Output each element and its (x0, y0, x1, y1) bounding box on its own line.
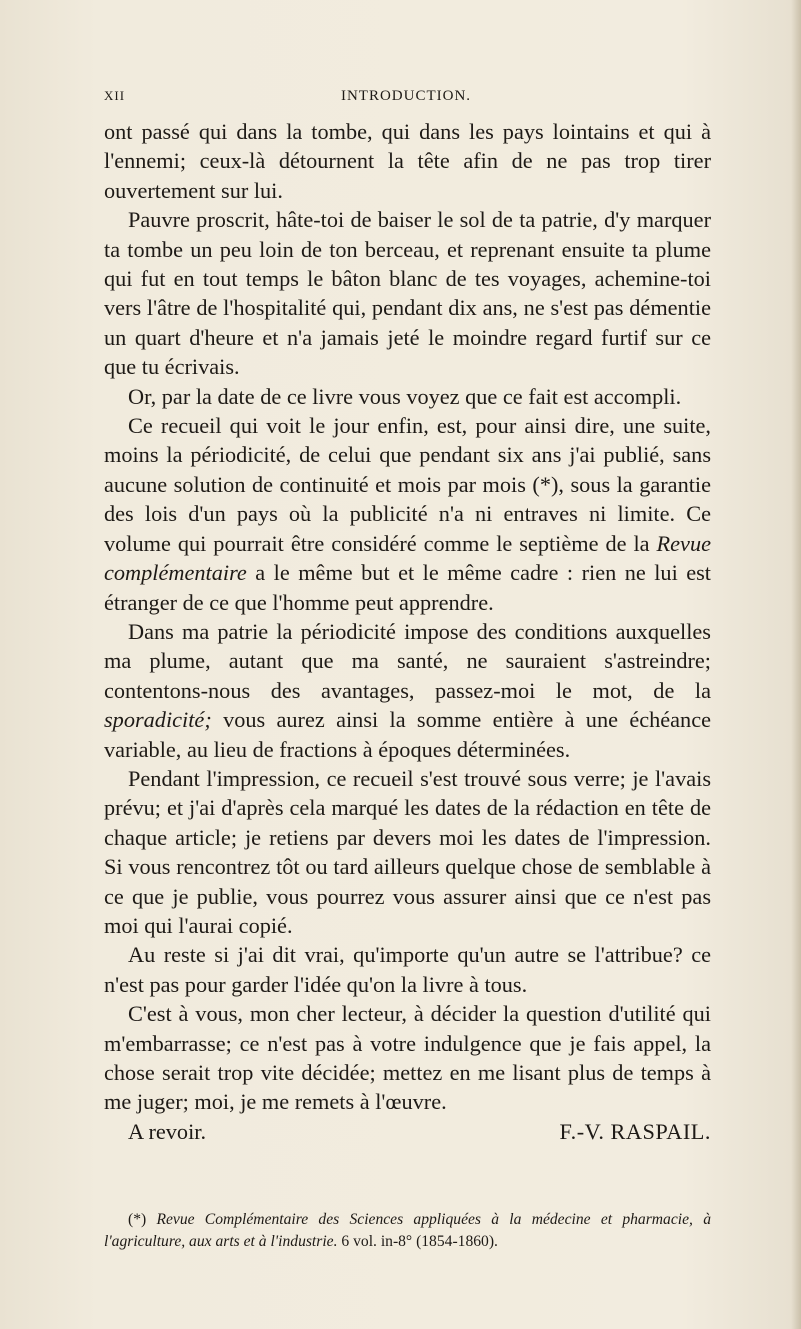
paragraph-4-text-a: Ce recueil qui voit le jour enfin, est, pour ainsi dire, une suite, moins la périodicité, de celui que pendant six ans j'ai publié, sans aucune solution de continuité et mois par mois (*), sous la garantie des lois d'un pays où la publicité n'a ni entraves ni limite. Ce volume qui pourrait être considéré comme le septième de la (104, 413, 711, 556)
paragraph-5-text-a: Dans ma patrie la périodicité impose des conditions auxquelles ma plume, autant que ma santé, ne sauraient s'astreindre; contentons-nous des avantages, passez-moi le mot, de la (104, 618, 711, 703)
signature: F.-V. RASPAIL. (559, 1118, 711, 1144)
paragraph-7: Au reste si j'ai dit vrai, qu'importe qu'un autre se l'attribue? ce n'est pas pour garder l'idée qu'on la livre à tous. (104, 942, 711, 997)
paragraph-2: Pauvre proscrit, hâte-toi de baiser le sol de ta patrie, d'y marquer ta tombe un peu loin de ton berceau, et reprenant ensuite ta plume qui fut en tout temps le bâton blanc de tes voyages, achemine-toi vers l'âtre de l'hospitalité qui, pendant dix ans, ne s'est pas démentie un quart d'heure et n'a jamais jeté le moindre regard furtif sur ce que tu écrivais. (104, 207, 711, 380)
paragraph-1: ont passé qui dans la tombe, qui dans les pays lointains et qui à l'ennemi; ceux-là détournent la tête afin de ne pas trop tirer ouvertement sur lui. (104, 119, 711, 203)
sporadicite-word: sporadicité; (104, 707, 212, 733)
footnote-marker: (*) (128, 1211, 157, 1228)
paragraph-5 (104, 617, 711, 764)
farewell: A revoir. (128, 1118, 207, 1144)
body-text (104, 117, 711, 1146)
running-title: INTRODUCTION. (340, 88, 472, 104)
paragraph-4-text-b: a le même but et le même cadre : rien ne lui est étranger de ce que l'homme peut apprendre. (104, 560, 711, 615)
footnote (104, 1209, 711, 1253)
signoff (104, 1117, 711, 1146)
page-edge-shadow (791, 0, 801, 1329)
paragraph-6: Pendant l'impression, ce recueil s'est trouvé sous verre; je l'avais prévu; et j'ai d'après cela marqué les dates de la rédaction en tête de chaque article; je retiens par devers moi les dates de l'impression. Si vous rencontrez tôt ou tard ailleurs quelque chose de semblable à ce que je publie, vous pourrez vous assurer ainsi que ce n'est pas moi qui l'aurai copié. (104, 765, 711, 938)
footnote-title: Revue Complémentaire des Sciences appliquées à la médecine et pharmacie, à l'agriculture, aux arts et à l'industrie. (104, 1211, 711, 1250)
footnote-details: 6 vol. in-8° (1854-1860). (337, 1233, 498, 1250)
paragraph-5-text-b: vous aurez ainsi la somme entière à une échéance variable, au lieu de fractions à époques déterminées. (104, 707, 711, 762)
revue-title: Revue complémentaire (104, 530, 711, 586)
paragraph-4 (104, 411, 711, 617)
page-header (104, 88, 708, 110)
paragraph-3: Or, par la date de ce livre vous voyez que ce fait est accompli. (128, 383, 682, 409)
page-number: XII (104, 88, 126, 103)
paragraph-8: C'est à vous, mon cher lecteur, à décider la question d'utilité qui m'embarrasse; ce n'est pas à votre indulgence que je fais appel, la chose serait trop vite décidée; mettez en me lisant plus de temps à me juger; moi, je me remets à l'œuvre. (104, 1001, 711, 1115)
